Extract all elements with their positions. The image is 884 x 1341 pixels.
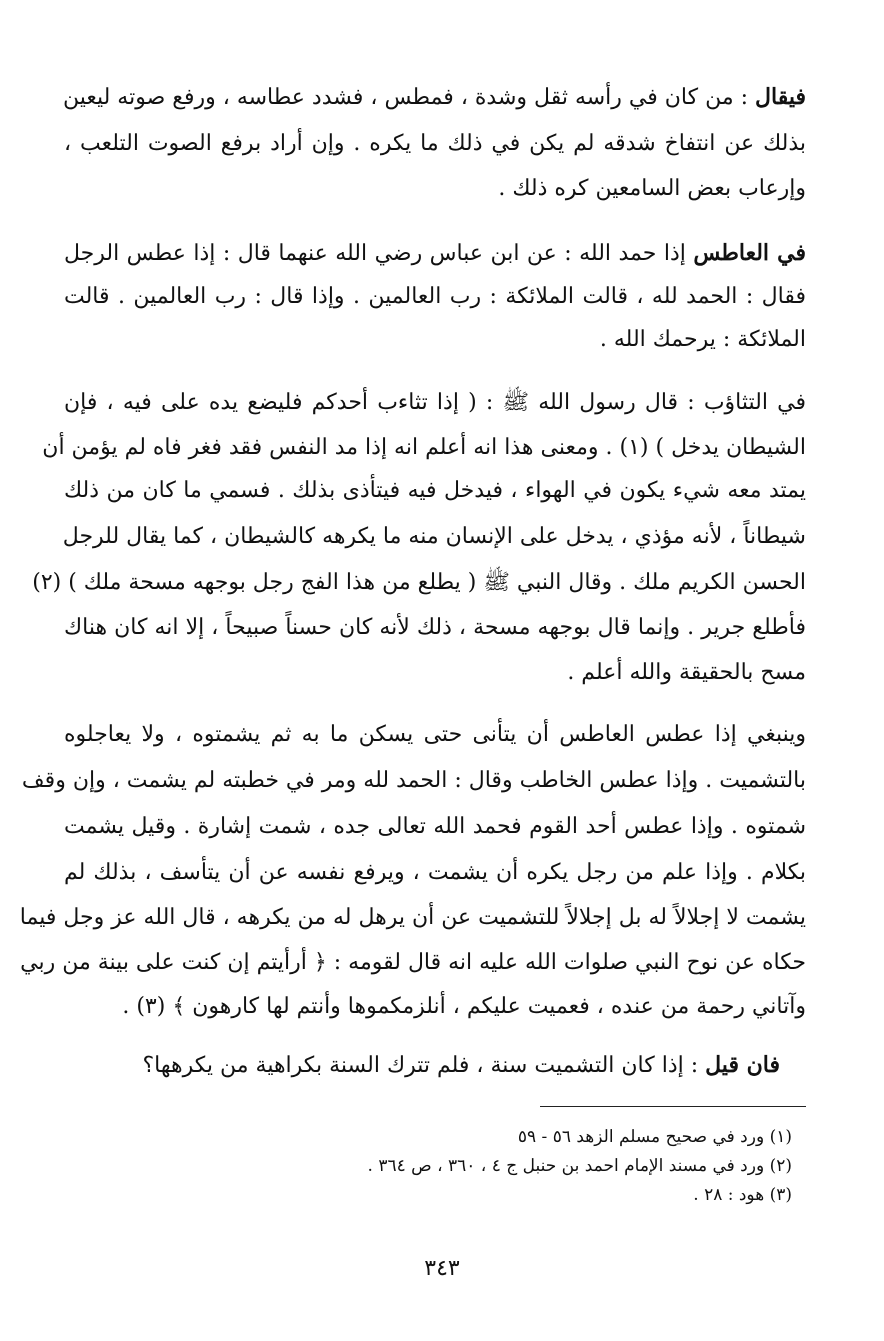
paragraph-1-lead: فيقال [755,84,806,110]
paragraph-5-line-1: فان قيل : إذا كان التشميت سنة ، فلم تترك السنة بكراهية من يكرهها؟ [142,1052,780,1078]
paragraph-3-line-1: في التثاؤب : قال رسول الله ﷺ : ( إذا تثاءب أحدكم فليضع يده على فيه ، فإن [64,390,806,415]
paragraph-1-line-1: فيقال : من كان في رأسه ثقل وشدة ، فمطس ، فشدد عطاسه ، ورفع صوته ليعين [62,84,806,110]
paragraph-1-line-2: بذلك عن انتفاخ شدقه لم يكن في ذلك ما يكره . وإن أراد برفع الصوت التلعب ، [64,131,806,156]
paragraph-2-line-3: الملائكة : يرحمك الله . [599,327,806,352]
paragraph-2-line-1: في العاطس إذا حمد الله : عن ابن عباس رضي الله عنهما قال : إذا عطس الرجل [64,240,807,266]
paragraph-4-line-2: بالتشميت . وإذا عطس الخاطب وقال : الحمد لله ومر في خطبته لم يشمت ، وإن وقف [21,768,806,793]
paragraph-3-line-7: مسح بالحقيقة والله أعلم . [567,660,806,685]
paragraph-4-line-4: بكلام . وإذا علم من رجل يكره أن يشمت ، ويرفع نفسه عن أن يتأسف ، بذلك لم [64,860,806,885]
footnote-1: (١) ورد في صحيح مسلم الزهد ٥٦ - ٥٩ [517,1127,792,1147]
footnote-separator [540,1106,806,1107]
paragraph-4-line-1: وينبغي إذا عطس العاطس أن يتأنى حتى يسكن ما به ثم يشمتوه ، ولا يعاجلوه [64,722,806,747]
paragraph-2-lead: في العاطس [693,240,807,266]
paragraph-2-line-2: فقال : الحمد لله ، قالت الملائكة : رب العالمين . وإذا قال : رب العالمين . قالت [64,284,806,309]
paragraph-3-line-4: شيطاناً ، لأنه مؤذي ، يدخل على الإنسان منه ما يكرهه كالشيطان ، كما يقال للرجل [62,524,806,549]
paragraph-3-line-5: الحسن الكريم ملك . وقال النبي ﷺ ( يطلع من هذا الفج رجل بوجهه مسحة ملك ) (٢) [32,570,806,595]
paragraph-3-line-6: فأطلع جرير . وإنما قال بوجهه مسحة ، ذلك لأنه كان حسناً صبيحاً ، إلا انه كان هناك [64,615,806,640]
paragraph-4-line-5: يشمت لا إجلالاً له بل إجلالاً للتشميت عن أن يرهل له من يكرهه ، قال الله عز وجل فيما [19,905,806,930]
paragraph-3-line-2: الشيطان يدخل ) (١) . ومعنى هذا انه أعلم انه إذا مد النفس فقد فغر فاه لم يؤمن أن [42,435,806,460]
paragraph-1-line-3: وإرعاب بعض السامعين كره ذلك . [498,176,806,201]
paragraph-3-line-3: يمتد معه شيء يكون في الهواء ، فيدخل فيه فيتأذى بذلك . فسمي ما كان من ذلك [64,478,806,503]
footnote-2: (٢) ورد في مسند الإمام احمد بن حنبل ج ٤ ، ٣٦٠ ، ص ٣٦٤ . [367,1156,792,1176]
paragraph-4-line-3: شمتوه . وإذا عطس أحد القوم فحمد الله تعالى جده ، شمت إشارة . وقيل يشمت [64,814,806,839]
page-number: ٣٤٣ [424,1256,460,1281]
paragraph-4-line-6: حكاه عن نوح النبي صلوات الله عليه انه قال لقومه : ﴿ أرأيتم إن كنت على بينة من ربي [20,950,806,975]
footnote-3: (٣) هود : ٢٨ . [693,1185,792,1205]
paragraph-5-lead: فان قيل [705,1052,780,1078]
paragraph-4-line-7: وآتاني رحمة من عنده ، فعميت عليكم ، أنلزمكموها وأنتم لها كارهون ﴾ (٣) . [122,994,806,1019]
